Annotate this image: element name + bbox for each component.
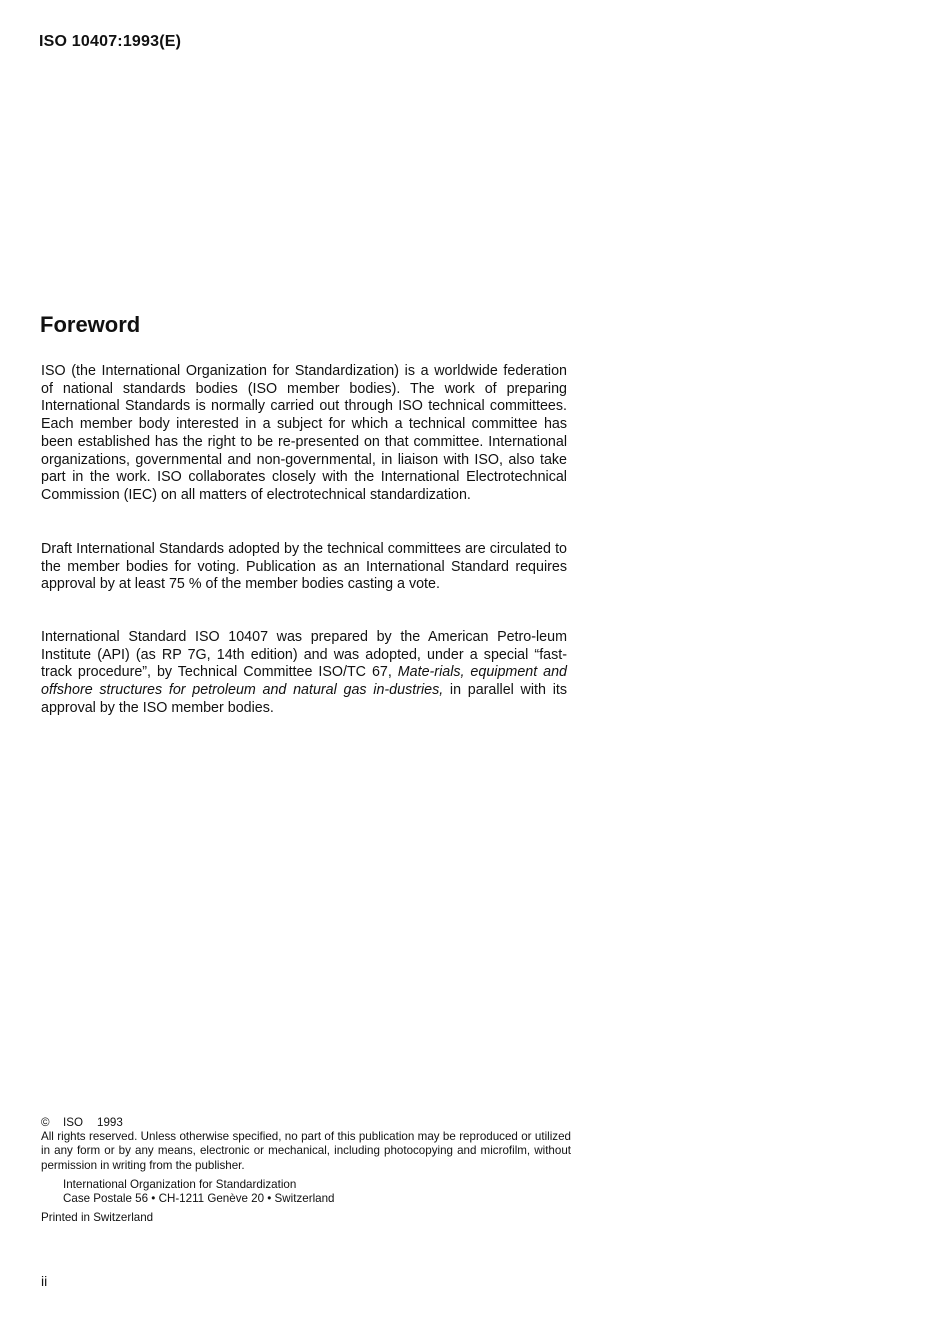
copyright-org: ISO (63, 1116, 83, 1129)
printed-in: Printed in Switzerland (41, 1211, 154, 1225)
document-identifier: ISO 10407:1993(E) (39, 33, 182, 50)
copyright-symbol: © (41, 1116, 50, 1129)
page-number: ii (41, 1273, 48, 1289)
copyright-line (41, 1116, 571, 1130)
foreword-paragraph-1: ISO (the International Organization for Standardization) is a worldwide federation of national standards bodies (ISO member bodies). The work of preparing International Standards is normally carried out through ISO technical committees. Each member body interested in a subject for which a technical committee has been established has the right to be re-presented on that committee. International organizations, governmental and non-governmental, in liaison with ISO, also take part in the work. ISO collaborates closely with the International Electrotechnical Commission (IEC) on all matters of electrotechnical standardization. (41, 363, 567, 503)
foreword-heading: Foreword (40, 312, 141, 337)
foreword-paragraph-3 (41, 629, 567, 718)
address-line-2: Case Postale 56 • CH-1211 Genève 20 • Switzerland (63, 1192, 335, 1206)
committee-scope-italic: Mate-rials, equipment and offshore structures for petroleum and natural gas in-dustries, (41, 664, 567, 699)
foreword-paragraph-2: Draft International Standards adopted by the technical committees are circulated to the member bodies for voting. Publication as an International Standard requires approval by at least 75 % of the member bodies casting a vote. (41, 541, 567, 593)
address-line-1: International Organization for Standardization (63, 1177, 297, 1191)
copyright-year: 1993 (97, 1116, 123, 1129)
paragraph-3-text-start: International Standard ISO 10407 was prepared by the American Petro-leum Institute (API) (as RP 7G, 14th edition) and was adopted, under a special “fast-track procedure”, by Technical Committee ISO/TC 67, (41, 629, 567, 681)
rights-statement: All rights reserved. Unless otherwise specified, no part of this publication may be reproduced or utilized in any form or by any means, electronic or mechanical, including photocopying and microfilm, without permission in writing from the publisher. (41, 1130, 571, 1172)
publisher-address (63, 1178, 571, 1206)
paragraph-3-text-end: in parallel with its approval by the ISO member bodies. (41, 682, 567, 716)
copyright-block (41, 1116, 571, 1225)
